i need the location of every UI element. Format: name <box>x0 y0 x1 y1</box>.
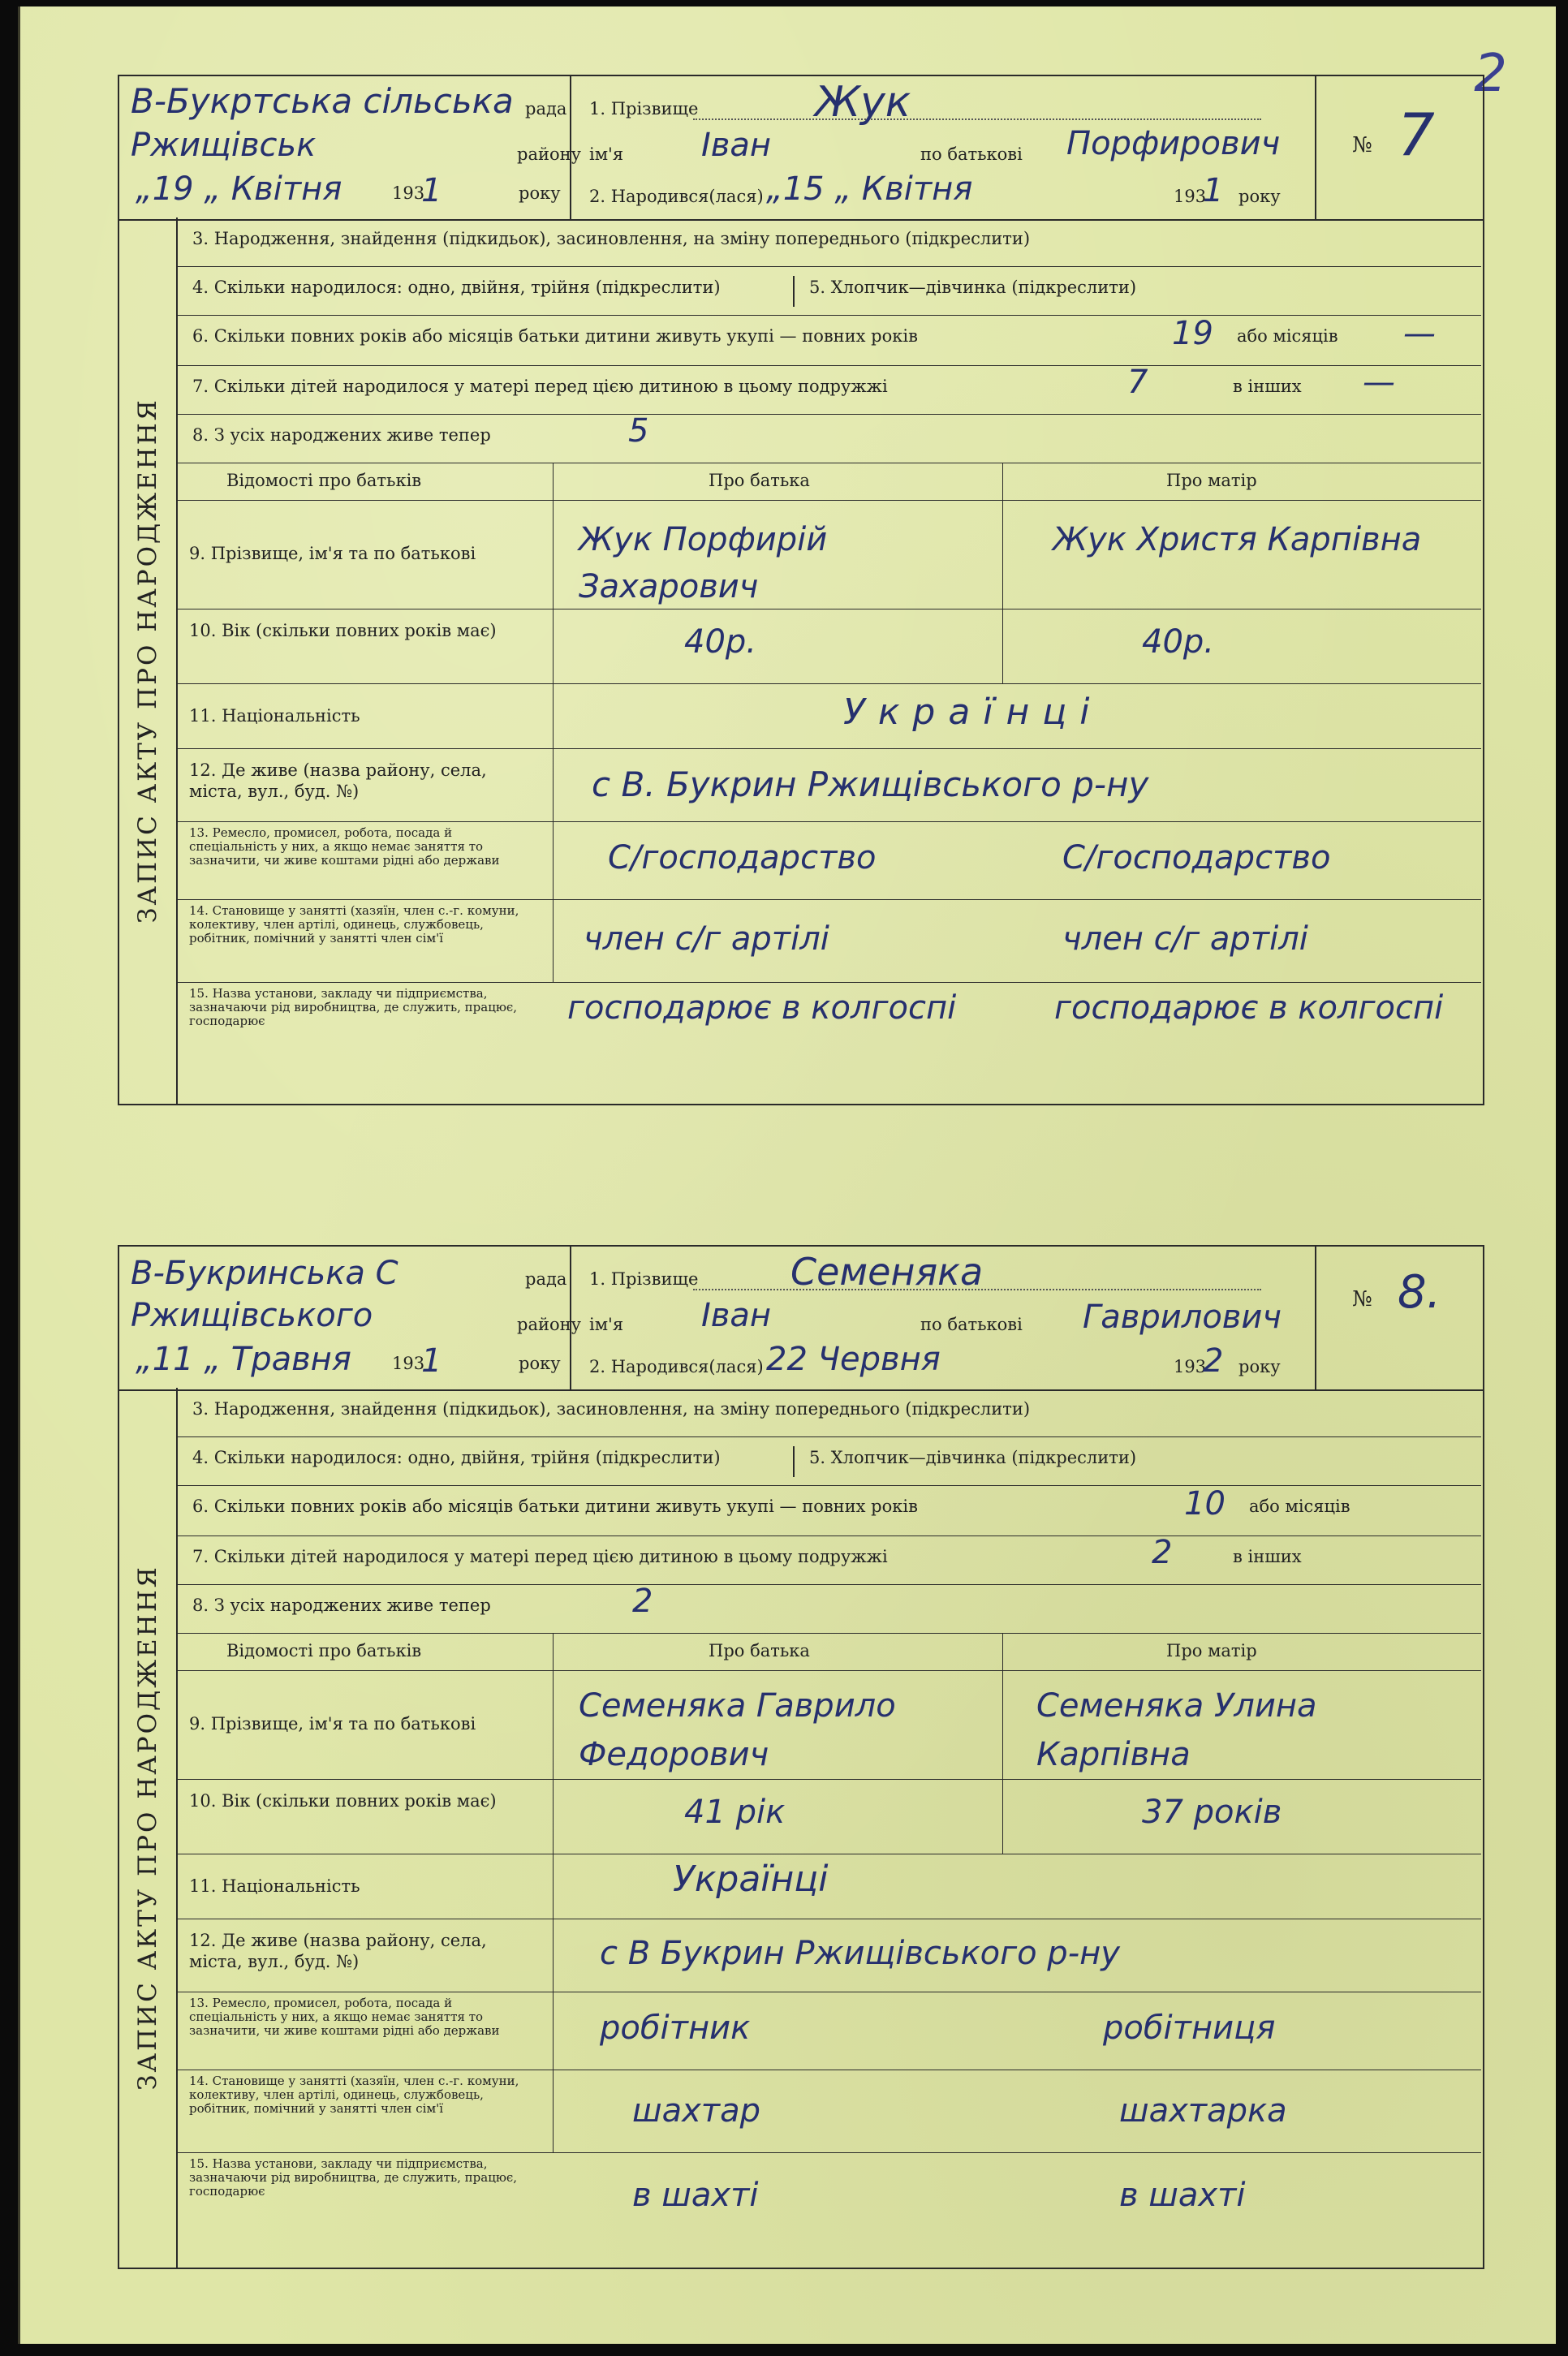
registration-office <box>119 76 581 219</box>
patronymic-handwritten: Порфирович <box>1066 125 1281 162</box>
row-q9 <box>178 500 1481 609</box>
father-craft: С/господарство <box>608 839 877 877</box>
mother-label: Про матір <box>1166 1641 1257 1660</box>
year-prefix: 193 <box>392 1354 425 1373</box>
q13-label: 13. Ремесло, промисел, робота, посада й спеціальність у них, а якщо немає заняття то зазначити, чи живе коштами рідні або держави <box>189 1996 500 2038</box>
registration-date: „11 „ Травня <box>136 1341 351 1378</box>
rayon-handwritten: Ржищівського <box>131 1297 373 1334</box>
nationality: Українці <box>673 1859 829 1900</box>
q14-label: 14. Становище у занятті (хазяїн, член с.-г. комуни, колективу, член артілі, одинець, службовець, робітник, помічний у занятті член сім'ї <box>189 2074 519 2116</box>
nationality: Українці <box>843 691 1103 733</box>
mother-status: член с/г артілі <box>1062 920 1308 958</box>
q3-label: 3. Народження, знайдення (підкидьок), засиновлення, на зміну попереднього (підкреслити) <box>192 229 1031 248</box>
child-info <box>571 76 1316 219</box>
year-prefix: 193 <box>392 183 425 203</box>
mother-label: Про матір <box>1166 471 1257 490</box>
row-q4-q5 <box>178 266 1481 316</box>
q14-label: 14. Становище у занятті (хазяїн, член с.-г. комуни, колективу, член артілі, одинець, службовець, робітник, помічний у занятті член сім'ї <box>189 903 519 945</box>
row-q15 <box>178 982 1481 1102</box>
father-status: член с/г артілі <box>584 920 829 958</box>
row-q3 <box>178 1388 1481 1437</box>
row-q10 <box>178 609 1481 684</box>
name-label: ім'я <box>589 144 624 164</box>
q6-label: 6. Скільки повних років або місяців батьки дитини живуть укупі — повних років <box>192 326 918 346</box>
q12-label: 12. Де живе (назва району, села, міста, вул., буд. №) <box>189 760 487 801</box>
registration-date: „19 „ Квітня <box>136 170 342 208</box>
q15-label: 15. Назва установи, закладу чи підприємства, зазначаючи рід виробництва, де служить, працює, господарює <box>189 2156 518 2199</box>
born-year-digit: 2 <box>1203 1342 1224 1380</box>
parents-label: Відомості про батьків <box>226 471 422 490</box>
father-label: Про батька <box>709 1641 810 1660</box>
q6-years: 10 <box>1184 1485 1226 1523</box>
mother-age: 37 років <box>1142 1794 1282 1831</box>
q15-label: 15. Назва установи, закладу чи підприємства, зазначаючи рід виробництва, де служить, працює, господарює <box>189 986 518 1028</box>
q10-label: 10. Вік (скільки повних років має) <box>189 621 497 640</box>
q8-alive: 2 <box>632 1583 653 1620</box>
document-sheet <box>18 6 1556 2344</box>
registration-year-digit: 1 <box>421 172 442 209</box>
number-label: № <box>1352 133 1372 157</box>
q8-label: 8. З усіх народжених живе тепер <box>192 1596 491 1615</box>
q6-years: 19 <box>1172 315 1213 352</box>
q5-label: 5. Хлопчик—дівчинка (підкреслити) <box>809 278 1137 297</box>
rada-handwritten: В-Букринська С <box>131 1255 398 1292</box>
q11-label: 11. Національність <box>189 706 360 726</box>
year-label: року <box>519 183 561 203</box>
surname-handwritten: Жук <box>815 78 911 127</box>
row-q6 <box>178 1485 1481 1536</box>
q9-label: 9. Прізвище, ім'я та по батькові <box>189 1714 476 1734</box>
born-date-handwritten: 22 Червня <box>766 1341 941 1378</box>
row-q10 <box>178 1779 1481 1854</box>
row-q4-q5 <box>178 1436 1481 1486</box>
father-name: Жук Порфирій Захарович <box>579 521 828 605</box>
born-label: 2. Народився(лася) <box>589 1357 764 1376</box>
record-body <box>118 1388 1484 2269</box>
q7-other-label: в інших <box>1233 377 1302 396</box>
rayon-label: району <box>517 1315 581 1334</box>
mother-workplace: в шахті <box>1119 2177 1246 2214</box>
birth-record-1 <box>118 75 1481 1104</box>
row-q13 <box>178 821 1481 900</box>
rada-label: рада <box>525 99 567 118</box>
mother-craft: С/господарство <box>1062 839 1331 877</box>
side-title: ЗАПИС АКТУ ПРО НАРОДЖЕННЯ <box>119 218 178 1104</box>
born-label: 2. Народився(лася) <box>589 187 764 206</box>
birth-record-2 <box>118 1245 1481 2268</box>
mother-name: Семеняка Улина Карпівна <box>1036 1687 1317 1773</box>
patronymic-label: по батькові <box>920 1315 1023 1334</box>
side-title: ЗАПИС АКТУ ПРО НАРОДЖЕННЯ <box>119 1388 178 2268</box>
father-label: Про батька <box>709 471 810 490</box>
q7-other-label: в інших <box>1233 1547 1302 1566</box>
father-age: 41 рік <box>684 1794 786 1831</box>
q8-label: 8. З усіх народжених живе тепер <box>192 425 491 445</box>
born-year-prefix: 193 <box>1174 187 1207 206</box>
q3-label: 3. Народження, знайдення (підкидьок), засиновлення, на зміну попереднього (підкреслити) <box>192 1399 1031 1419</box>
name-handwritten: Іван <box>701 1297 772 1334</box>
father-workplace: господарює в колгоспі <box>567 989 957 1027</box>
row-q12 <box>178 748 1481 822</box>
father-status: шахтар <box>632 2092 760 2130</box>
q7-other: — <box>1363 364 1395 401</box>
q7-count: 2 <box>1152 1534 1173 1571</box>
born-year-prefix: 193 <box>1174 1357 1207 1376</box>
surname-label: 1. Прізвище <box>589 99 699 118</box>
born-year-digit: 1 <box>1203 172 1224 209</box>
patronymic-handwritten: Гаврилович <box>1083 1299 1282 1336</box>
surname-handwritten: Семеняка <box>790 1250 984 1294</box>
q13-label: 13. Ремесло, промисел, робота, посада й спеціальність у них, а якщо немає заняття то зазначити, чи живе коштами рідні або держави <box>189 825 500 868</box>
row-q7 <box>178 365 1481 415</box>
record-number: 8. <box>1398 1266 1441 1319</box>
row-q3 <box>178 218 1481 267</box>
rayon-label: району <box>517 144 581 164</box>
row-q7 <box>178 1535 1481 1585</box>
q5-label: 5. Хлопчик—дівчинка (підкреслити) <box>809 1448 1137 1467</box>
surname-label: 1. Прізвище <box>589 1269 699 1289</box>
record-number-box <box>1316 76 1483 219</box>
q10-label: 10. Вік (скільки повних років має) <box>189 1791 497 1811</box>
mother-craft: робітниця <box>1103 2009 1276 2047</box>
row-q8 <box>178 414 1481 463</box>
q6-months: — <box>1403 315 1436 352</box>
mother-age: 40р. <box>1142 623 1215 661</box>
mother-workplace: господарює в колгоспі <box>1054 989 1444 1027</box>
record-number: 7 <box>1398 101 1435 169</box>
row-parents-header <box>178 463 1481 501</box>
q6-months-label: або місяців <box>1249 1497 1350 1516</box>
row-q12 <box>178 1919 1481 1992</box>
father-workplace: в шахті <box>632 2177 759 2214</box>
row-parents-header <box>178 1633 1481 1671</box>
row-q8 <box>178 1584 1481 1634</box>
parents-label: Відомості про батьків <box>226 1641 422 1660</box>
row-q13 <box>178 1992 1481 2070</box>
rada-handwritten: В-Букртська сільська <box>131 81 514 121</box>
born-date-handwritten: „15 „ Квітня <box>766 170 973 208</box>
born-year-label: року <box>1238 1357 1281 1376</box>
registration-office <box>119 1247 581 1389</box>
residence: с В. Букрин Ржищівського р-ну <box>592 765 1149 804</box>
q12-label: 12. Де живе (назва району, села, міста, вул., буд. №) <box>189 1931 487 1971</box>
father-name: Семеняка Гаврило Федорович <box>579 1687 896 1773</box>
q6-months-label: або місяців <box>1237 326 1338 346</box>
q6-label: 6. Скільки повних років або місяців батьки дитини живуть укупі — повних років <box>192 1497 918 1516</box>
record-number-box <box>1316 1247 1483 1389</box>
record-header <box>118 1245 1484 1391</box>
child-info <box>571 1247 1316 1389</box>
mother-status: шахтарка <box>1119 2092 1287 2130</box>
registration-year-digit: 1 <box>421 1342 442 1380</box>
father-age: 40р. <box>684 623 757 661</box>
name-handwritten: Іван <box>701 127 772 164</box>
number-label: № <box>1352 1287 1372 1312</box>
page-number: 2 <box>1474 44 1507 104</box>
row-q11 <box>178 683 1481 749</box>
rada-label: рада <box>525 1269 567 1289</box>
rayon-handwritten: Ржищівськ <box>131 127 317 164</box>
born-year-label: року <box>1238 187 1281 206</box>
row-q14 <box>178 899 1481 983</box>
row-q11 <box>178 1854 1481 1919</box>
q8-alive: 5 <box>628 412 649 450</box>
q4-label: 4. Скільки народилося: одно, двійня, трійня (підкреслити) <box>192 1448 721 1467</box>
q7-count: 7 <box>1127 364 1148 401</box>
record-body <box>118 218 1484 1105</box>
row-q9 <box>178 1670 1481 1780</box>
q9-label: 9. Прізвище, ім'я та по батькові <box>189 544 476 563</box>
year-label: року <box>519 1354 561 1373</box>
q4-label: 4. Скільки народилося: одно, двійня, трійня (підкреслити) <box>192 278 721 297</box>
patronymic-label: по батькові <box>920 144 1023 164</box>
row-q6 <box>178 315 1481 366</box>
row-q15 <box>178 2152 1481 2266</box>
q7-label: 7. Скільки дітей народилося у матері перед цією дитиною в цьому подружжі <box>192 377 888 396</box>
father-craft: робітник <box>600 2009 751 2047</box>
name-label: ім'я <box>589 1315 624 1334</box>
mother-name: Жук Христя Карпівна <box>1053 521 1422 558</box>
row-q14 <box>178 2070 1481 2153</box>
record-header <box>118 75 1484 221</box>
residence: с В Букрин Ржищівського р-ну <box>600 1935 1120 1972</box>
q7-label: 7. Скільки дітей народилося у матері перед цією дитиною в цьому подружжі <box>192 1547 888 1566</box>
q11-label: 11. Національність <box>189 1876 360 1896</box>
